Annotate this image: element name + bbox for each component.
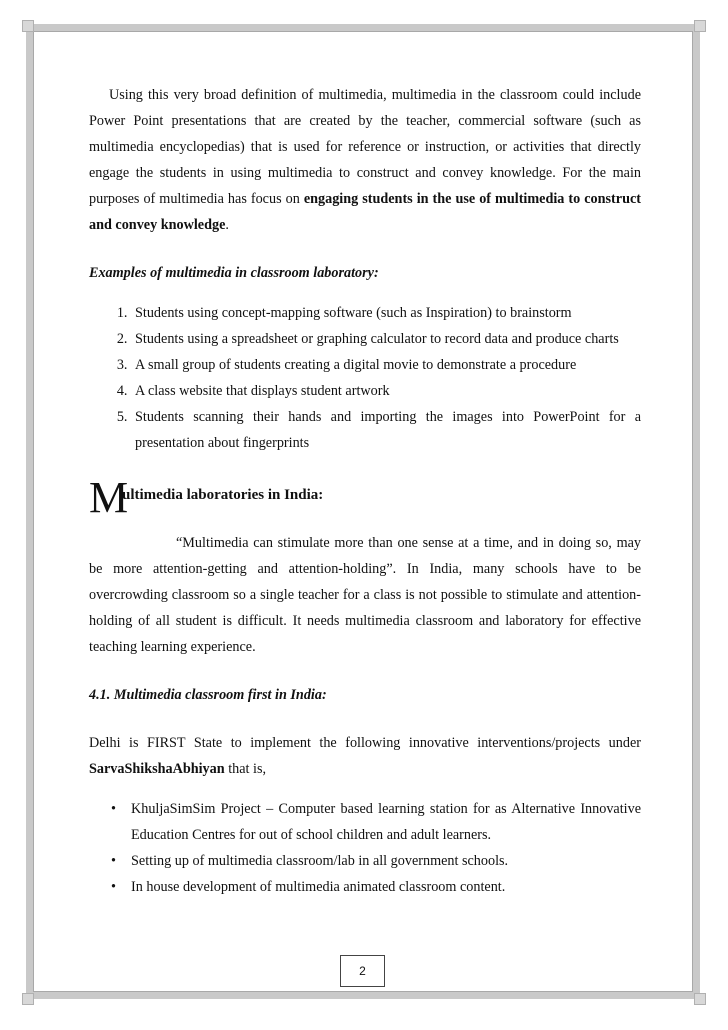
list-item: 5. Students scanning their hands and importing the images into PowerPoint for a presentation about fingerprints (131, 404, 641, 456)
intro-bold-text: engaging students in the use of multimedia to construct and convey knowledge (89, 191, 641, 233)
list-item: 3. A small group of students creating a digital movie to demonstrate a procedure (131, 352, 641, 378)
intro-paragraph (89, 82, 641, 238)
examples-heading: Examples of multimedia in classroom laboratory: (89, 265, 379, 281)
list-item (111, 874, 641, 900)
corner-ornament-bottom-left (22, 993, 34, 1005)
examples-list (89, 300, 641, 456)
document-body (89, 82, 641, 900)
delhi-text: Delhi is FIRST State to implement the following innovative interventions/projects under (89, 735, 641, 751)
bullet-list (89, 796, 641, 900)
bullet-icon: • (111, 879, 116, 895)
quote-paragraph: “Multimedia can stimulate more than one sense at a time, and in doing so, may be more attention-getting and attention-holding”. In India, many schools have to be overcrowding classroom so a single teacher for a class is not possible to stimulate and attention-holding of all student is difficult. It needs multimedia classroom and laboratory for effective teaching learning experience. (89, 535, 641, 655)
list-item: 1. Students using concept-mapping software (such as Inspiration) to brainstorm (131, 300, 641, 326)
delhi-paragraph (89, 730, 641, 782)
bullet-text: Setting up of multimedia classroom/lab in all government schools. (131, 853, 509, 869)
bullet-icon: • (111, 801, 116, 817)
list-item: 4. A class website that displays student artwork (131, 378, 641, 404)
corner-ornament-bottom-right (694, 993, 706, 1005)
delhi-end: that is, (224, 761, 267, 777)
list-item (111, 848, 641, 874)
corner-ornament-top-right (694, 20, 706, 32)
subheading: 4.1. Multimedia classroom first in India: (89, 687, 327, 703)
corner-ornament-top-left (22, 20, 34, 32)
list-item: 2. Students using a spreadsheet or graphing calculator to record data and produce charts (131, 326, 641, 352)
section-title: ultimedia laboratories in India: (122, 487, 324, 503)
bullet-text: In house development of multimedia animated classroom content. (131, 879, 506, 895)
delhi-bold-text: SarvaShikshaAbhiyan (89, 761, 225, 777)
intro-end: . (225, 217, 229, 233)
drop-cap: M (89, 473, 129, 522)
bullet-text: KhuljaSimSim Project – Computer based learning station for as Alternative Innovative Education Centres for out of school children and adult learners. (131, 801, 641, 843)
list-item (111, 796, 641, 848)
section-heading (89, 473, 641, 530)
bullet-icon: • (111, 853, 116, 869)
intro-text: Using this very broad definition of multimedia, multimedia in the classroom could include Power Point presentations that are created by the teacher, commercial software (such as multimedia encyclopedias) that is used for reference or instruction, or activities that directly engage the students in using multimedia to construct and convey knowledge. For the main purposes of multimedia has focus on (89, 87, 641, 207)
page-number: 2 (340, 955, 385, 987)
